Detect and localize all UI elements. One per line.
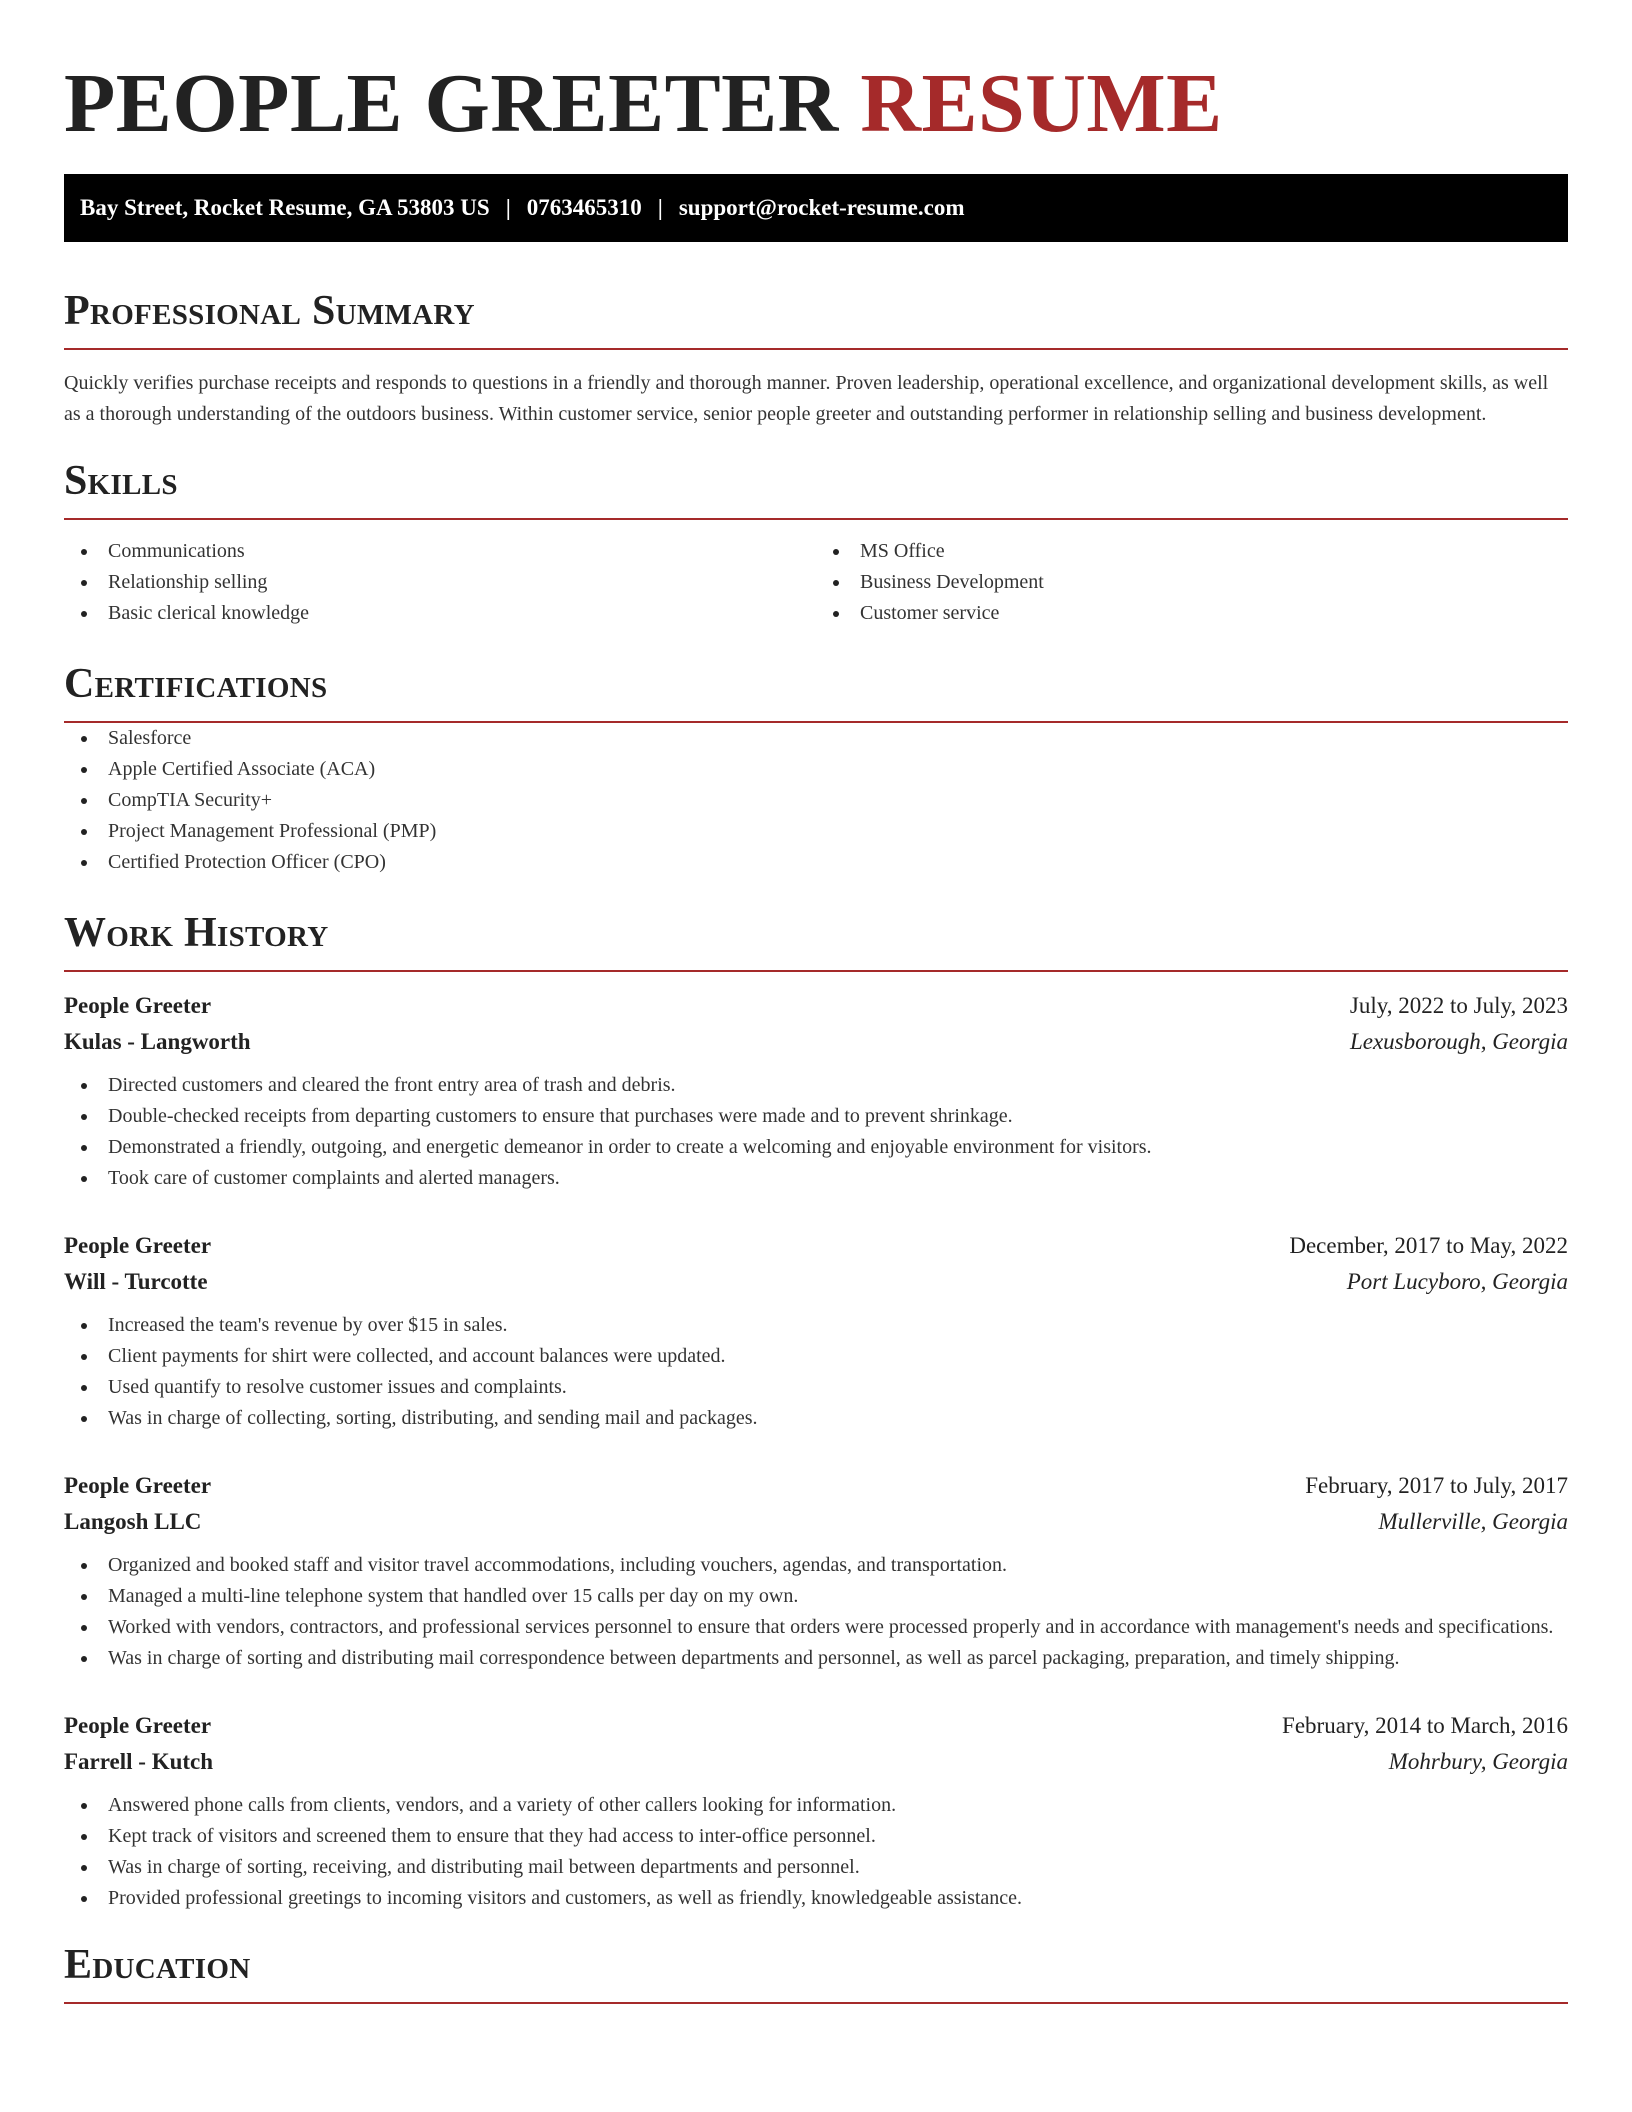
job-company-row [64,1744,1568,1780]
job-company-row [64,1264,1568,1300]
section-heading-education: Education [64,1942,251,1988]
certification-item: CompTIA Security+ [64,785,1568,816]
job-title: People Greeter [64,1713,212,1738]
job-location: Mullerville, Georgia [1378,1509,1568,1534]
section-heading-summary: Professional Summary [64,288,475,334]
job-company: Will - Turcotte [64,1269,208,1294]
summary-section [64,288,1568,430]
job-company: Langosh LLC [64,1509,202,1534]
work-history-section [64,910,1568,1914]
contact-phone: 0763465310 [526,195,642,220]
job-location: Mohrbury, Georgia [1388,1749,1568,1774]
job-entry [64,1228,1568,1434]
job-entry [64,1708,1568,1914]
job-bullet: Took care of customer complaints and alerted managers. [64,1163,1568,1194]
contact-separator: | [657,195,663,220]
job-header-row [64,1228,1568,1264]
job-company: Farrell - Kutch [64,1749,214,1774]
job-dates: February, 2017 to July, 2017 [1305,1473,1568,1498]
certifications-list [64,723,1568,878]
section-heading-skills: Skills [64,458,178,504]
education-section [64,1942,1568,2004]
job-bullets [64,1790,1568,1914]
job-bullets [64,1310,1568,1434]
skills-list-right [816,536,1568,629]
job-company: Kulas - Langworth [64,1029,251,1054]
job-bullet: Increased the team's revenue by over $15 in sales. [64,1310,1568,1341]
contact-email: support@rocket-resume.com [678,195,965,220]
job-bullet: Directed customers and cleared the front entry area of trash and debris. [64,1070,1568,1101]
job-bullets [64,1070,1568,1194]
job-bullet: Client payments for shirt were collected, and account balances were updated. [64,1341,1568,1372]
job-bullet: Managed a multi-line telephone system that handled over 15 calls per day on my own. [64,1581,1568,1612]
section-divider [64,2002,1568,2004]
job-header-row [64,988,1568,1024]
job-bullet: Worked with vendors, contractors, and professional services personnel to ensure that orders were processed properly and in accordance with management's needs and specifications. [64,1612,1568,1643]
job-bullet: Kept track of visitors and screened them to ensure that they had access to inter-office personnel. [64,1821,1568,1852]
contact-address: Bay Street, Rocket Resume, GA 53803 US [80,195,490,220]
job-dates: February, 2014 to March, 2016 [1282,1713,1568,1738]
title-main: PEOPLE GREETER [64,57,839,150]
job-bullet: Answered phone calls from clients, vendors, and a variety of other callers looking for information. [64,1790,1568,1821]
job-bullet: Double-checked receipts from departing customers to ensure that purchases were made and to prevent shrinkage. [64,1101,1568,1132]
job-title: People Greeter [64,993,212,1018]
page-title [64,0,1568,150]
job-company-row [64,1024,1568,1060]
job-dates: December, 2017 to May, 2022 [1289,1233,1568,1258]
job-bullet: Was in charge of sorting, receiving, and distributing mail between departments and personnel. [64,1852,1568,1883]
job-bullet: Was in charge of sorting and distributing mail correspondence between departments and personnel, as well as parcel packaging, preparation, and timely shipping. [64,1643,1568,1674]
certifications-section [64,661,1568,878]
section-heading-work-history: Work History [64,910,329,956]
section-divider [64,348,1568,350]
skills-list-left [64,536,816,629]
job-bullet: Was in charge of collecting, sorting, distributing, and sending mail and packages. [64,1403,1568,1434]
skill-item: Communications [64,536,816,567]
skills-section [64,458,1568,629]
job-title: People Greeter [64,1473,212,1498]
job-title: People Greeter [64,1233,212,1258]
job-company-row [64,1504,1568,1540]
skill-item: Customer service [816,598,1568,629]
job-entry [64,988,1568,1194]
contact-separator: | [505,195,511,220]
job-entry [64,1468,1568,1674]
certification-item: Project Management Professional (PMP) [64,816,1568,847]
contact-bar [64,174,1568,242]
job-bullet: Provided professional greetings to incoming visitors and customers, as well as friendly, knowledgeable assistance. [64,1883,1568,1914]
certification-item: Apple Certified Associate (ACA) [64,754,1568,785]
skill-item: Relationship selling [64,567,816,598]
job-bullets [64,1550,1568,1674]
job-location: Port Lucyboro, Georgia [1346,1269,1568,1294]
title-accent: RESUME [860,57,1223,150]
job-dates: July, 2022 to July, 2023 [1349,993,1568,1018]
section-heading-certifications: Certifications [64,661,328,707]
skill-item: Business Development [816,567,1568,598]
job-header-row [64,1708,1568,1744]
job-bullet: Used quantify to resolve customer issues and complaints. [64,1372,1568,1403]
skill-item: Basic clerical knowledge [64,598,816,629]
skills-columns [64,536,1568,629]
skill-item: MS Office [816,536,1568,567]
job-bullet: Organized and booked staff and visitor travel accommodations, including vouchers, agendas, and transportation. [64,1550,1568,1581]
job-bullet: Demonstrated a friendly, outgoing, and energetic demeanor in order to create a welcoming and enjoyable environment for visitors. [64,1132,1568,1163]
job-header-row [64,1468,1568,1504]
certification-item: Salesforce [64,723,1568,754]
summary-text: Quickly verifies purchase receipts and responds to questions in a friendly and thorough manner. Proven leadership, operational excellence, and organizational development skills, as well as a thorough understanding of the outdoors business. Within customer service, senior people greeter and outstanding performer in relationship selling and business development. [64,372,1549,425]
certification-item: Certified Protection Officer (CPO) [64,847,1568,878]
section-divider [64,518,1568,520]
job-location: Lexusborough, Georgia [1349,1029,1568,1054]
section-divider [64,970,1568,972]
